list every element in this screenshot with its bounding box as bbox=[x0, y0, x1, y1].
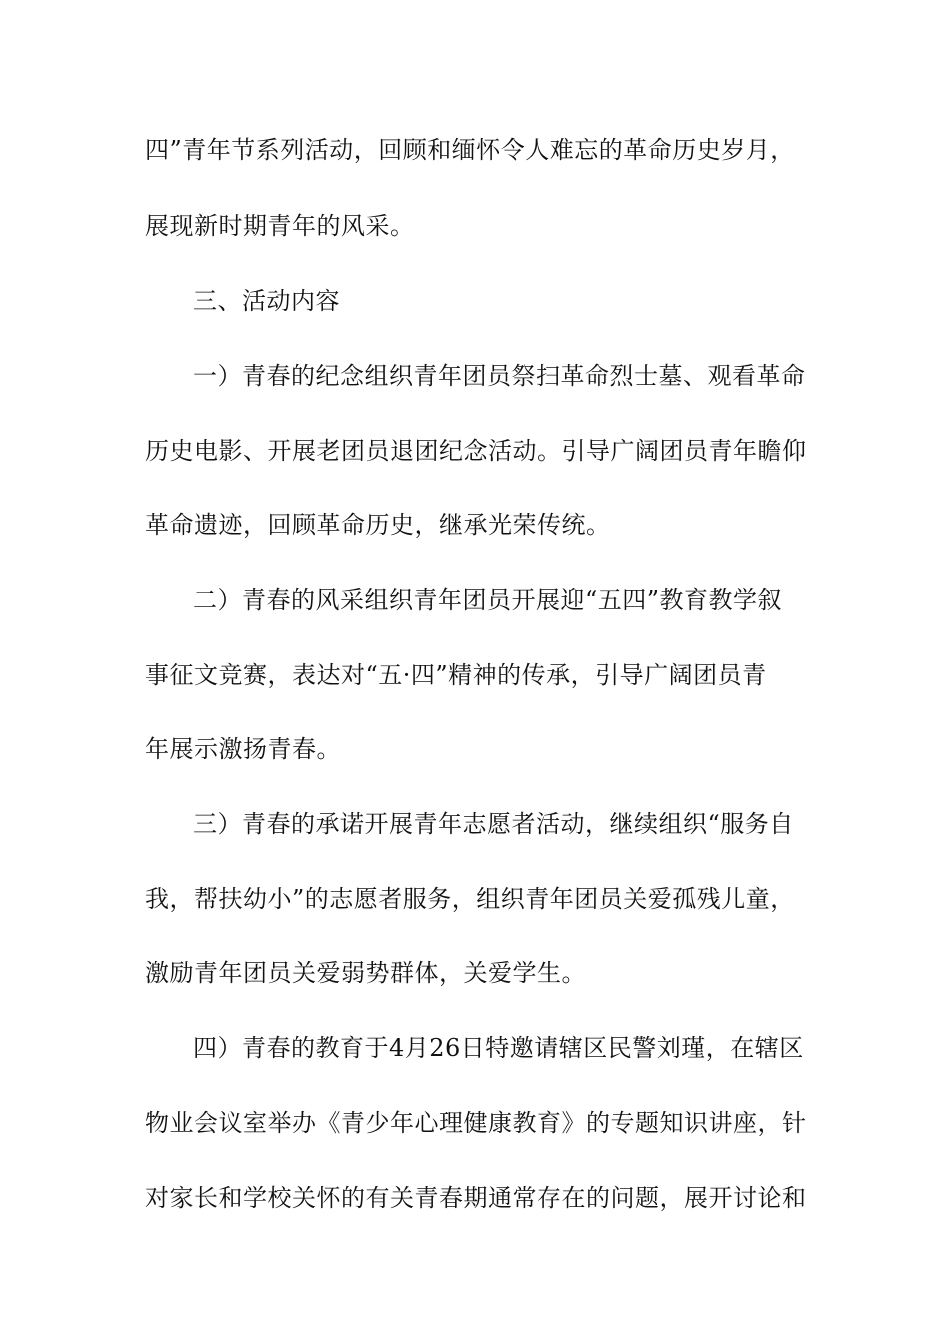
text-line: 物业会议室举办《青少年心理健康教育》的专题知识讲座，针 bbox=[145, 1109, 807, 1137]
text-line: 二）青春的风采组织青年团员开展迎“五四”教育教学叙 bbox=[193, 586, 783, 614]
text-line: 四）青春的教育于4月26日特邀请辖区民警刘瑾，在辖区 bbox=[193, 1034, 804, 1062]
text-line: 四”青年节系列活动，回顾和缅怀令人难忘的革命历史岁月， bbox=[145, 136, 795, 164]
text-line: 年展示激扬青春。 bbox=[145, 735, 341, 763]
text-line: 对家长和学校关怀的有关青春期通常存在的问题，展开讨论和 bbox=[145, 1184, 807, 1212]
text-line: 三）青春的承诺开展青年志愿者活动，继续组织“服务自 bbox=[193, 810, 794, 838]
section-heading: 三、活动内容 bbox=[193, 287, 340, 315]
text-line: 革命遗迹，回顾革命历史，继承光荣传统。 bbox=[145, 511, 611, 539]
text-line: 我，帮扶幼小”的志愿者服务，组织青年团员关爱孤残儿童， bbox=[145, 885, 795, 913]
text-line: 激励青年团员关爱弱势群体，关爱学生。 bbox=[145, 959, 586, 987]
text-line: 事征文竞赛，表达对“五·四”精神的传承，引导广阔团员青 bbox=[145, 661, 767, 689]
text-line: 一）青春的纪念组织青年团员祭扫革命烈士墓、观看革命 bbox=[193, 362, 806, 390]
text-line: 展现新时期青年的风采。 bbox=[145, 212, 415, 240]
text-line: 历史电影、开展老团员退团纪念活动。引导广阔团员青年瞻仰 bbox=[145, 437, 807, 465]
